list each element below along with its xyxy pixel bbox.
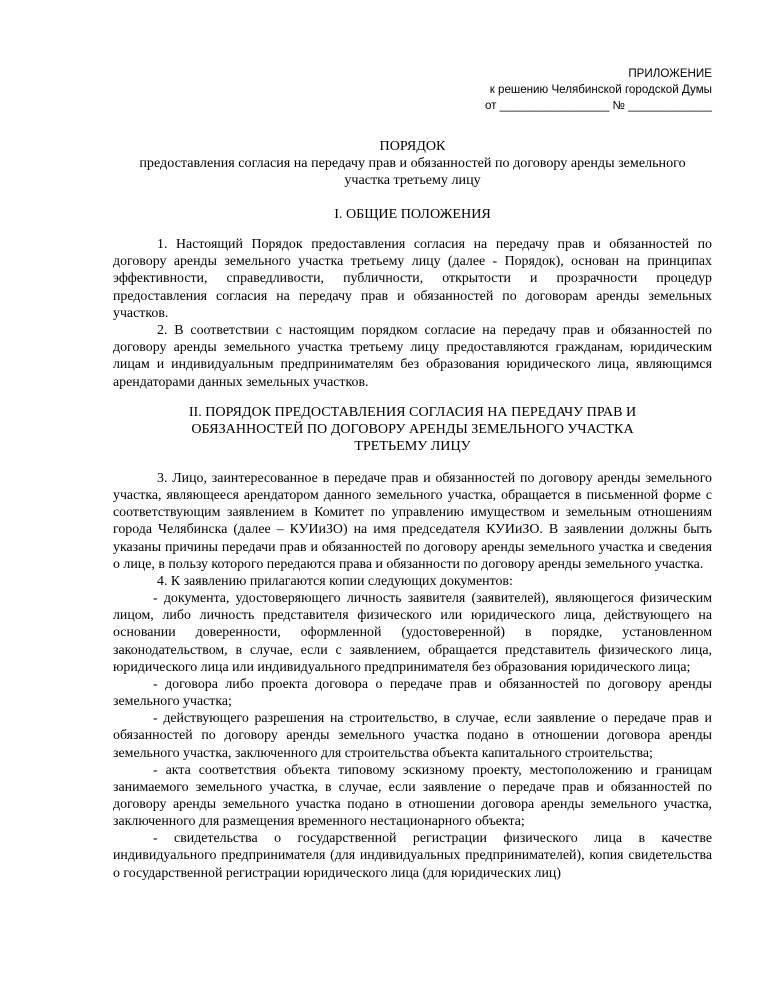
appendix-header bbox=[382, 66, 712, 114]
section2-heading-line1: II. ПОРЯДОК ПРЕДОСТАВЛЕНИЯ СОГЛАСИЯ НА ПЕРЕДАЧУ ПРАВ И bbox=[188, 404, 637, 420]
section2-heading-line2: ОБЯЗАННОСТЕЙ ПО ДОГОВОРУ АРЕНДЫ ЗЕМЕЛЬНОГО УЧАСТКА bbox=[191, 421, 634, 438]
paragraph-3: 3. Лицо, заинтересованное в передаче прав и обязанностей по договору аренды земельного участка, являющееся арендатором данного земельного участка, обращается в письменной форме с соответствующим заявлением в Комитет по управлению имуществом и земельным отношениям города Челябинска (далее – КУИиЗО) на имя председателя КУИиЗО. В заявлении должны быть указаны причины передачи прав и обязанностей по договору аренды земельного участка и сведения о лице, в пользу которого передаются права и обязанности по договору аренды земельного участка. bbox=[113, 471, 712, 572]
paragraph-1: 1. Настоящий Порядок предоставления согласия на передачу прав и обязанностей по договору аренды земельного участка третьему лицу (далее - Порядок), основан на принципах эффективности, справедливости, публичности, открытости и прозрачности процедур предоставления согласия на передачу прав и обязанностей по договорам аренды земельных участков. bbox=[113, 237, 712, 321]
section1-heading: I. ОБЩИЕ ПОЛОЖЕНИЯ bbox=[334, 206, 491, 222]
paragraph-2: 2. В соответствии с настоящим порядком согласие на передачу прав и обязанностей по договору аренды земельного участка третьему лицу предоставляются гражданам, юридическим лицам и индивидуальным предпринимателям без образования юридического лица, являющимся арендаторами данных земельных участков. bbox=[113, 323, 712, 390]
appendix-decision: к решению Челябинской городской Думы bbox=[489, 83, 712, 96]
list-item-identity-document: - документа, удостоверяющего личность заявителя (заявителей), являющегося физическим лицом, либо личность представителя физического или юридического лица, действующего на основании доверенности, оформленной (удостоверенной) в порядке, установленном законодательством, в случае, если с заявлением, обращается представитель физического лица, юридического лица или индивидуального предпринимателя без образования юридического лица; bbox=[113, 591, 712, 675]
section2-heading-line3: ТРЕТЬЕМУ ЛИЦУ bbox=[354, 438, 471, 455]
document-subtitle: предоставления согласия на передачу прав и обязанностей по договору аренды земельного участка третьему лицу bbox=[139, 155, 686, 188]
list-item-transfer-contract: - договора либо проекта договора о передаче прав и обязанностей по договору аренды земельного участка; bbox=[113, 676, 712, 710]
appendix-title: ПРИЛОЖЕНИЕ bbox=[628, 67, 712, 80]
list-item-conformity-act: - акта соответствия объекта типовому эскизному проекту, местоположению и границам занимаемого земельного участка, в случае, если заявление о передаче прав и обязанностей по договору аренды земельного участка подано в отношении договора аренды земельного участка, заключенного для размещения временного нестационарного объекта; bbox=[113, 762, 712, 830]
section1-body bbox=[113, 236, 712, 391]
section2-heading bbox=[113, 404, 712, 456]
document-title-block bbox=[113, 138, 712, 189]
list-item-building-permit: - действующего разрешения на строительство, в случае, если заявление о передаче прав и обязанностей по договору аренды земельного участка подано в отношении договора аренды земельного участка, заключенного для строительства объекта капитального строительства; bbox=[113, 711, 712, 761]
appendix-date-number: от _________________ № _____________ bbox=[484, 99, 712, 112]
paragraph-4: 4. К заявлению прилагаются копии следующих документов: bbox=[157, 573, 513, 589]
section2-body bbox=[113, 470, 712, 882]
list-item-registration-certificate: - свидетельства о государственной регистрации физического лица в качестве индивидуального предпринимателя (для индивидуальных предпринимателей), копия свидетельства о государственной регистрации юридического лица (для юридических лиц) bbox=[113, 831, 712, 881]
document-title: ПОРЯДОК bbox=[379, 138, 446, 154]
